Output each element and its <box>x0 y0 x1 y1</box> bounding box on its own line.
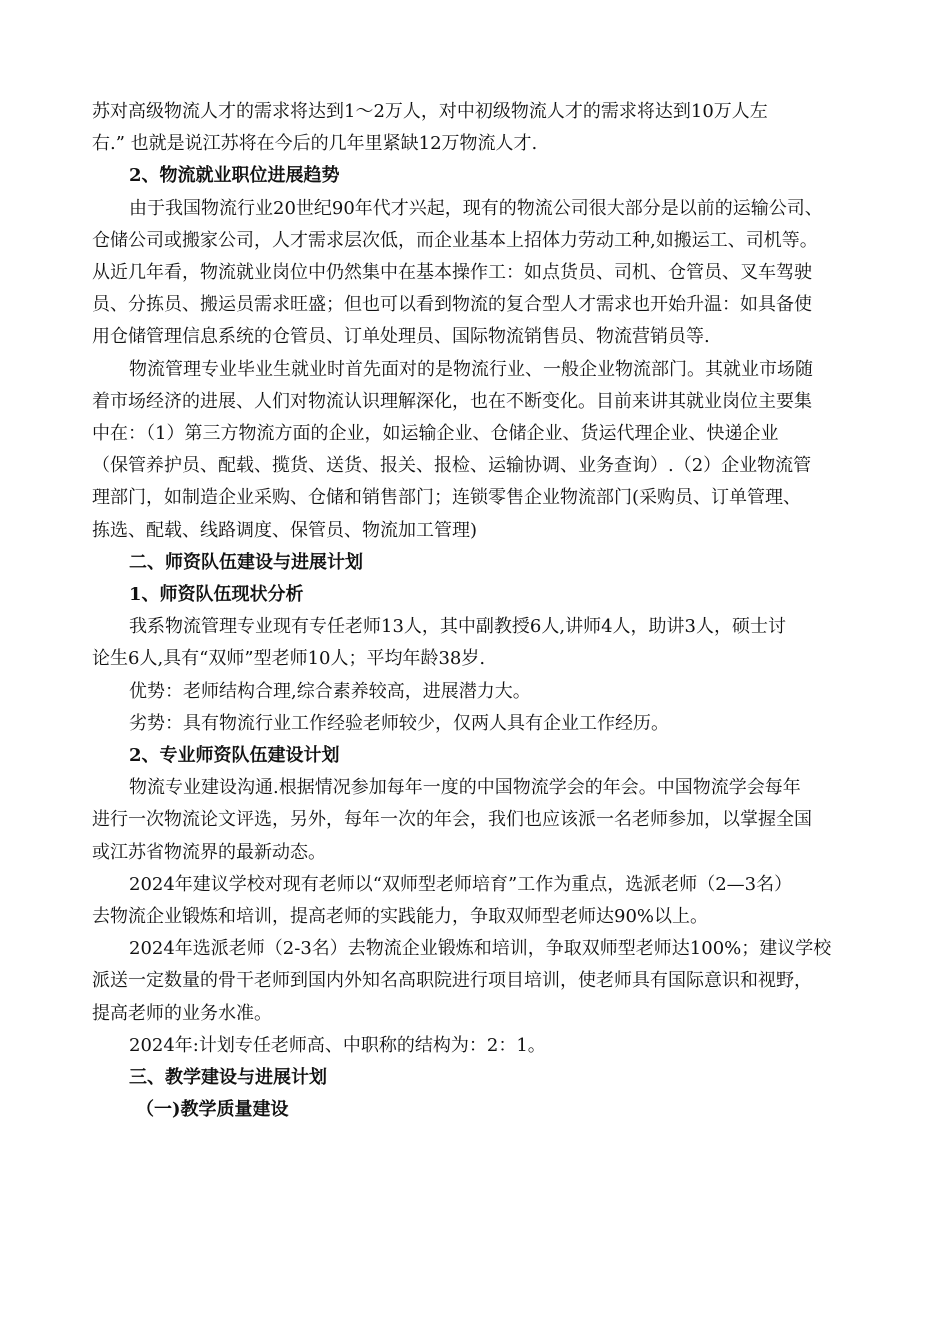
text-line: 理部门，如制造企业采购、仓储和销售部门；连锁零售企业物流部门(采购员、订单管理、 <box>92 487 802 509</box>
text-line: 论生6人,具有“双师”型老师10人；平均年龄38岁. <box>92 648 486 670</box>
heading-employment-trend: 2、物流就业职位进展趋势 <box>129 165 340 187</box>
text-line: 中在：（1）第三方物流方面的企业，如运输企业、仓储企业、货运代理企业、快递企业 <box>92 423 779 445</box>
paragraph-strengths: 优势：老师结构合理,综合素养较高，进展潜力大。 <box>129 680 531 702</box>
text-line: 物流专业建设沟通.根据情况参加每年一度的中国物流学会的年会。中国物流学会每年 <box>129 777 801 799</box>
text-line: 去物流企业锻炼和培训，提高老师的实践能力，争取双师型老师达90%以上。 <box>92 906 709 928</box>
text-line: 苏对高级物流人才的需求将达到1～2万人，对中初级物流人才的需求将达到10万人左 <box>92 101 768 122</box>
text-line: 由于我国物流行业20世纪90年代才兴起，现有的物流公司很大部分是以前的运输公司、 <box>129 197 823 219</box>
text-line: 2024年选派老师（2-3名）去物流企业锻炼和培训，争取双师型老师达100%；建议学校 <box>129 938 832 960</box>
paragraph-plan-training <box>92 933 870 1030</box>
text-line: 进行一次物流论文评选，另外，每年一次的年会，我们也应该派一名老师参加，以掌握全国 <box>92 809 812 831</box>
text-line: 2024年建议学校对现有老师以“双师型老师培育”工作为重点，选派老师（2—3名） <box>129 873 793 895</box>
paragraph-faculty-count <box>92 611 870 675</box>
text-line: 拣选、配载、线路调度、保管员、物流加工管理) <box>92 519 478 541</box>
text-line: 右.” 也就是说江苏将在今后的几年里紧缺12万物流人才. <box>92 133 538 155</box>
text-line: 提高老师的业务水准。 <box>92 1002 272 1024</box>
paragraph-exchange <box>92 772 870 869</box>
text-line: （保管养护员、配载、揽货、送货、报关、报检、运输协调、业务查询）.（2）企业物流管 <box>92 455 812 477</box>
paragraph-graduate-employment <box>92 354 870 547</box>
text-line: 仓储公司或搬家公司，人才需求层次低，而企业基本上招体力劳动工种,如搬运工、司机等。 <box>92 229 818 251</box>
paragraph-weaknesses: 劣势：具有物流行业工作经验老师较少，仅两人具有企业工作经历。 <box>129 712 669 734</box>
heading-teaching-quality: （一)教学质量建设 <box>136 1099 289 1121</box>
text-line: 员、分拣员、搬运员需求旺盛；但也可以看到物流的复合型人才需求也开始升温：如具备使 <box>92 294 812 316</box>
heading-faculty-plan: 2、专业师资队伍建设计划 <box>129 745 340 767</box>
text-line: 物流管理专业毕业生就业时首先面对的是物流行业、一般企业物流部门。其就业市场随 <box>129 358 813 380</box>
paragraph-talent-demand <box>92 96 870 160</box>
text-line: 着市场经济的进展、人们对物流认识理解深化，也在不断变化。目前来讲其就业岗位主要集 <box>92 390 812 412</box>
heading-section-three: 三、教学建设与进展计划 <box>129 1067 327 1089</box>
text-line: 或江苏省物流界的最新动态。 <box>92 841 326 863</box>
text-line: 用仓储管理信息系统的仓管员、订单处理员、国际物流销售员、物流营销员等. <box>92 326 710 348</box>
paragraph-industry-background <box>92 193 870 354</box>
paragraph-plan-dual-teacher <box>92 869 870 933</box>
paragraph-title-ratio: 2024年:计划专任老师高、中职称的结构为：2：1。 <box>129 1034 546 1056</box>
text-line: 派送一定数量的骨干老师到国内外知名高职院进行项目培训，使老师具有国际意识和视野， <box>92 970 812 992</box>
text-line: 从近几年看，物流就业岗位中仍然集中在基本操作工：如点货员、司机、仓管员、叉车驾驶 <box>92 262 812 284</box>
text-line: 我系物流管理专业现有专任老师13人，其中副教授6人,讲师4人，助讲3人，硕士讨 <box>129 616 786 638</box>
heading-faculty-status: 1、师资队伍现状分析 <box>129 584 304 606</box>
heading-section-two: 二、师资队伍建设与进展计划 <box>129 551 363 573</box>
